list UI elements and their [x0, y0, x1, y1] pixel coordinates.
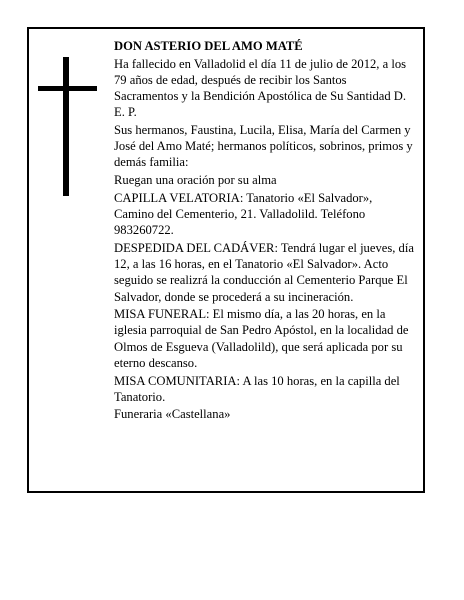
wake-chapel-info: CAPILLA VELATORIA: Tanatorio «El Salvador», Camino del Cementerio, 21. Valladolild. Teléfono 983260722.: [114, 190, 373, 238]
deceased-name: DON ASTERIO DEL AMO MATÉ: [114, 39, 303, 53]
funeral-farewell-info: DESPEDIDA DEL CADÁVER: Tendrá lugar el jueves, día 12, a las 16 horas, en el Tanatorio «El Salvador». Acto seguido se realizrá la conducción al Cementerio Parque El Salvador, donde se procederá a su incineración.: [114, 240, 414, 304]
cross-icon: [38, 57, 97, 196]
funeral-mass-info: MISA FUNERAL: El mismo día, a las 20 horas, en la iglesia parroquial de San Pedro Apóstol, en la localidad de Olmos de Esgueva (Valladolild), que será aplicada por su eterno descanso.: [114, 307, 409, 370]
family-members: Sus hermanos, Faustina, Lucila, Elisa, María del Carmen y José del Amo Maté; hermanos políticos, sobrinos, primos y demás familia:: [114, 123, 413, 170]
obituary-text: [114, 38, 414, 424]
community-mass-info: MISA COMUNITARIA: A las 10 horas, en la capilla del Tanatorio.: [114, 373, 400, 404]
funeral-home-name: Funeraria «Castellana»: [114, 407, 231, 422]
prayer-request: Ruegan una oración por su alma: [114, 173, 277, 188]
cross-vertical-bar: [63, 57, 69, 196]
cross-horizontal-bar: [38, 86, 97, 91]
death-announcement: Ha fallecido en Valladolid el día 11 de julio de 2012, a los 79 años de edad, después de recibir los Santos Sacramentos y la Bendición Apostólica de Su Santidad D. E. P.: [114, 56, 407, 120]
